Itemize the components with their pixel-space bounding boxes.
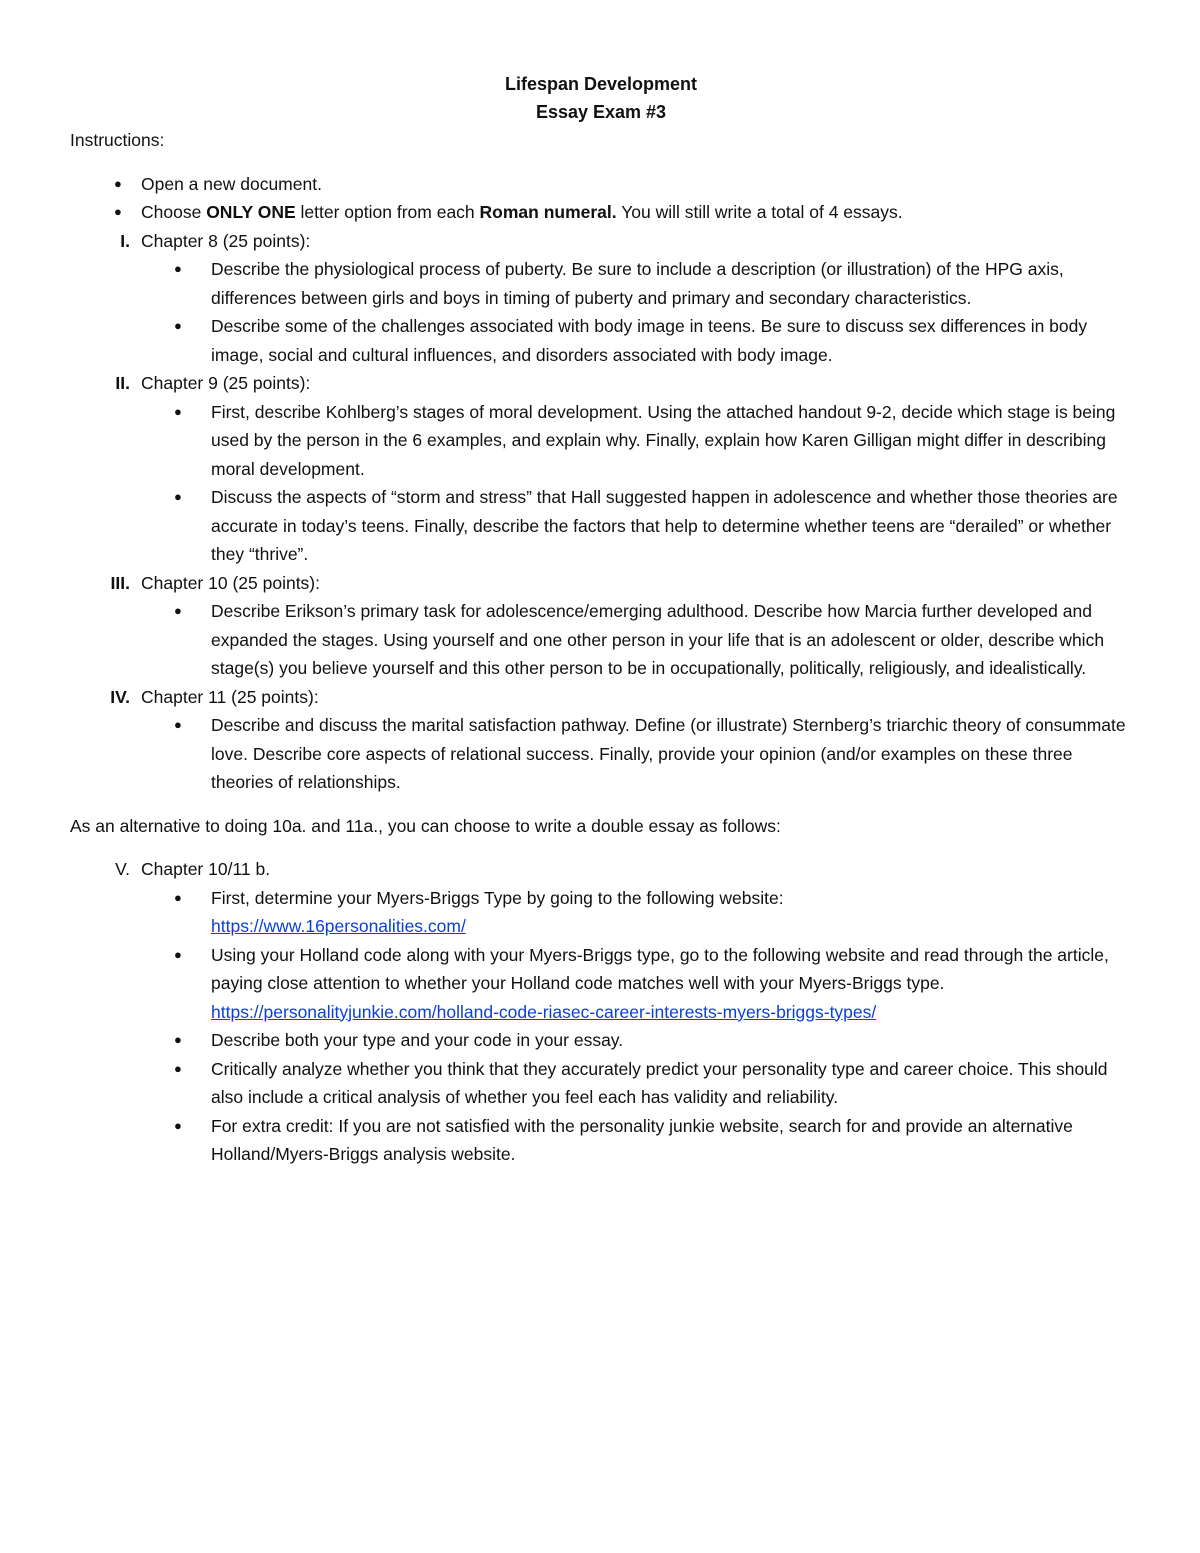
intro-item-pre: Choose <box>141 202 207 222</box>
list-item-text: Critically analyze whether you think that they accurately predict your personality type and career choice. This should also include a critical analysis of whether you feel each has validity and reliability. <box>211 1058 1108 1107</box>
list-item-text: Describe some of the challenges associated with body image in teens. Be sure to discuss sex differences in body image, social and cultural influences, and disorders associated with body image. <box>211 316 1088 365</box>
bullet-icon: ● <box>174 1032 182 1047</box>
section-heading <box>70 569 1132 598</box>
roman-numeral: II. <box>115 373 130 393</box>
bullet-icon: ● <box>174 318 182 333</box>
list-item-text: Describe and discuss the marital satisfaction pathway. Define (or illustrate) Sternberg’s triarchic theory of consummate love. Describe core aspects of relational success. Finally, provide your opinion (and/or examples on these three theories of relationships. <box>211 715 1126 792</box>
list-item <box>70 711 1132 797</box>
section-heading-text: Chapter 8 (25 points): <box>141 230 311 251</box>
document-title: Lifespan Development <box>504 74 698 94</box>
section-heading-text: Chapter 11 (25 points): <box>141 686 319 707</box>
personalityjunkie-link[interactable]: https://personalityjunkie.com/holland-code-riasec-career-interests-myers-briggs-types/ <box>211 1001 877 1022</box>
bullet-icon: ● <box>174 261 182 276</box>
list-item <box>70 398 1132 484</box>
list-item-text: Using your Holland code along with your Myers-Briggs type, go to the following website and read through the article, paying close attention to whether your Holland code matches well with your Myers-Briggs type. <box>211 944 1109 993</box>
roman-numeral: III. <box>110 572 130 593</box>
list-item <box>70 312 1132 369</box>
bullet-icon: ● <box>174 946 182 962</box>
bullet-icon: ● <box>174 403 182 419</box>
list-item-text: Describe Erikson’s primary task for adolescence/emerging adulthood. Describe how Marcia further developed and expanded the stages. Using yourself and one other person in your life that is an adolescent or older, describe which stage(s) you believe yourself and this other person to be in occupationally, politically, religiously, and idealistically. <box>211 601 1105 678</box>
16personalities-link[interactable]: https://www.16personalities.com/ <box>211 916 466 936</box>
bullet-icon: ● <box>174 1060 182 1076</box>
section-heading-text: Chapter 10 (25 points): <box>141 572 320 593</box>
intro-item-bold: ONLY ONE <box>206 202 296 222</box>
roman-numeral: IV. <box>110 686 130 707</box>
intro-item-mid: letter option from each <box>295 202 480 222</box>
roman-numeral: I. <box>120 230 130 251</box>
intro-item-post: You will still write a total of 4 essays. <box>616 202 903 222</box>
instructions-label: Instructions: <box>70 130 165 150</box>
list-item <box>70 483 1132 569</box>
list-item <box>70 597 1132 683</box>
section-heading <box>70 855 1132 884</box>
alternative-paragraph: As an alternative to doing 10a. and 11a., you can choose to write a double essay as follows: <box>70 815 781 836</box>
bullet-icon: ● <box>174 603 182 618</box>
list-item <box>70 941 1132 1027</box>
bullet-icon: ● <box>174 717 182 732</box>
list-item <box>70 1026 1132 1055</box>
list-item-text: Describe both your type and your code in your essay. <box>211 1030 624 1050</box>
list-item <box>70 884 1132 941</box>
list-item <box>70 1112 1132 1169</box>
list-item <box>70 198 1132 227</box>
list-item-text: Describe the physiological process of puberty. Be sure to include a description (or illustration) of the HPG axis, differences between girls and boys in timing of puberty and primary and secondary characteristics. <box>211 259 1064 308</box>
bullet-icon: ● <box>114 204 122 219</box>
intro-item-text: Open a new document. <box>141 173 322 194</box>
intro-item-bold: Roman numeral. <box>479 202 617 222</box>
document-subtitle: Essay Exam #3 <box>535 102 667 122</box>
list-item-text: First, determine your Myers-Briggs Type by going to the following website: <box>211 887 784 908</box>
bullet-icon: ● <box>174 489 182 504</box>
bullet-icon: ● <box>174 1117 182 1133</box>
bullet-icon: ● <box>174 889 182 905</box>
section-heading <box>70 683 1132 712</box>
list-item-text: For extra credit: If you are not satisfied with the personality junkie website, search for and provide an alternative Holland/Myers-Briggs analysis website. <box>211 1115 1073 1164</box>
list-item <box>70 255 1132 312</box>
bullet-icon: ● <box>114 175 122 191</box>
list-item <box>70 170 1132 199</box>
roman-numeral: V. <box>115 859 130 879</box>
list-item-text: First, describe Kohlberg’s stages of moral development. Using the attached handout 9-2, decide which stage is being used by the person in the 6 examples, and explain why. Finally, explain how Karen Gilligan might differ in describing moral development. <box>211 401 1116 479</box>
list-item-text: Discuss the aspects of “storm and stress” that Hall suggested happen in adolescence and whether those theories are accurate in today’s teens. Finally, describe the factors that help to determine whether teens are “derailed” or whether they “thrive”. <box>211 487 1118 564</box>
section-heading-text: Chapter 9 (25 points): <box>141 373 311 393</box>
section-heading <box>70 227 1132 256</box>
document-body <box>70 70 1132 1169</box>
section-heading-text: Chapter 10/11 b. <box>141 859 271 879</box>
section-heading <box>70 369 1132 398</box>
list-item <box>70 1055 1132 1112</box>
